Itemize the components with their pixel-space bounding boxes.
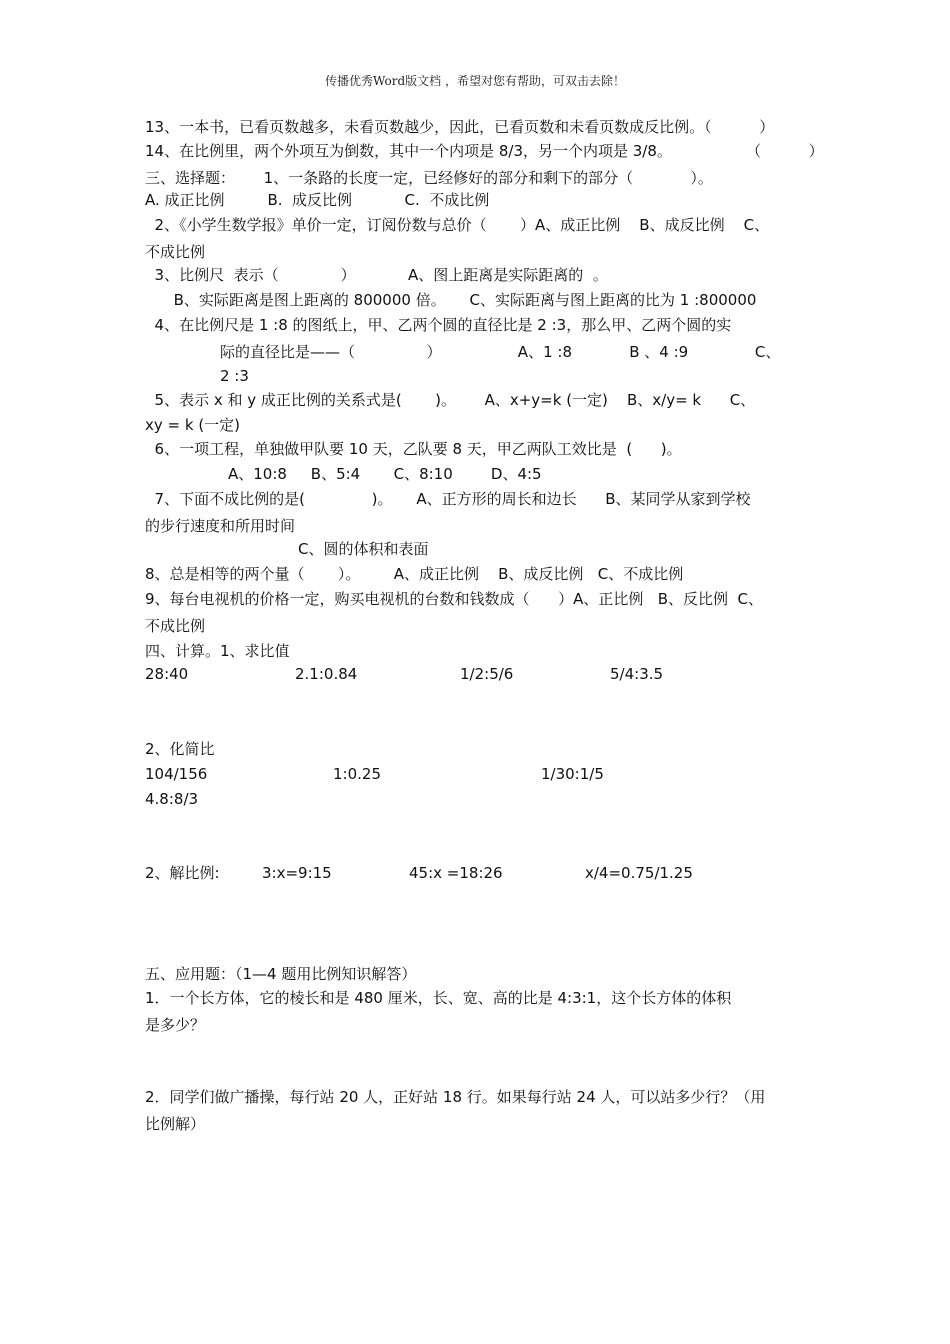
solve-label: 2、解比例: — [145, 864, 220, 882]
apply-p2-line2: 比例解） — [145, 1115, 206, 1133]
simplify-item: 1:0.25 — [333, 765, 381, 783]
choice-q4-line2: 际的直径比是——（ ） A、1 :8 B 、4 :9 C、 — [220, 343, 781, 361]
apply-p2-line1: 2．同学们做广播操，每行站 20 人，正好站 18 行。如果每行站 24 人，可以站多少行？（用 — [145, 1088, 766, 1106]
watermark-header: 传播优秀Word版文档 ，希望对您有帮助，可双击去除！ — [325, 74, 625, 88]
question-14: 14、在比例里，两个外项互为倒数，其中一个内项是 8/3，另一个内项是 3/8。 — [145, 142, 672, 160]
ratio-item: 5/4:3.5 — [610, 665, 664, 683]
choice-q7-line2: 的步行速度和所用时间 — [145, 517, 296, 535]
choice-q2-line1: 2、《小学生数学报》单价一定，订阅份数与总价（ ）A、成正比例 B、成反比例 C、 — [145, 216, 770, 234]
choice-q5-line2: xy = k (一定) — [145, 416, 241, 434]
ratio-item: 1/2:5/6 — [460, 665, 514, 683]
simplify-item: 4.8:8/3 — [145, 790, 199, 808]
simplify-title: 2、化简比 — [145, 740, 215, 758]
calc-section-title: 四、计算。1、求比值 — [145, 642, 290, 660]
ratio-item: 28:40 — [145, 665, 189, 683]
choice-q4-line1: 4、在比例尺是 1 :8 的图纸上，甲、乙两个圆的直径比是 2 :3，那么甲、乙两个圆的实 — [145, 316, 732, 334]
apply-p1-line1: 1．一个长方体，它的棱长和是 480 厘米，长、宽、高的比是 4:3:1，这个长方体的体积 — [145, 989, 732, 1007]
apply-p1-line2: 是多少？ — [145, 1016, 206, 1034]
ratio-item: 2.1:0.84 — [295, 665, 358, 683]
choice-q3-line2: B、实际距离是图上距离的 800000 倍。 C、实际距离与图上距离的比为 1 :800000 — [145, 291, 757, 309]
choice-q1-options: A. 成正比例 B. 成反比例 C. 不成比例 — [145, 191, 490, 209]
choice-q7-line1: 7、下面不成比例的是( )。 A、正方形的周长和边长 B、某同学从家到学校 — [145, 490, 751, 508]
choice-q6-options: A、10:8 B、5:4 C、8:10 D、4:5 — [228, 465, 542, 483]
choice-q6-line1: 6、一项工程，单独做甲队要 10 天，乙队要 8 天，甲乙两队工效比是 ( )。 — [145, 440, 682, 458]
choice-q9-line2: 不成比例 — [145, 617, 206, 635]
solve-item: 3:x=9:15 — [262, 864, 332, 882]
apply-section-title: 五、应用题：（1—4 题用比例知识解答） — [145, 965, 417, 983]
choice-q8: 8、总是相等的两个量（ ）。 A、成正比例 B、成反比例 C、不成比例 — [145, 565, 684, 583]
question-14-answer-paren: （ ） — [746, 142, 824, 160]
solve-item: x/4=0.75/1.25 — [585, 864, 693, 882]
solve-item: 45:x =18:26 — [409, 864, 503, 882]
choice-q3-line1: 3、比例尺 表示（ ） A、图上距离是实际距离的 。 — [145, 266, 608, 284]
choice-section-title: 三、选择题： 1、一条路的长度一定，已经修好的部分和剩下的部分（ ）。 — [145, 169, 713, 187]
simplify-item: 1/30:1/5 — [541, 765, 604, 783]
simplify-item: 104/156 — [145, 765, 208, 783]
question-13: 13、一本书，已看页数越多，未看页数越少，因此，已看页数和未看页数成反比例。（ ） — [145, 118, 775, 136]
choice-q5-line1: 5、表示 x 和 y 成正比例的关系式是( )。 A、x+y=k (一定) B、x/y= k C、 — [145, 391, 756, 409]
choice-q2-line2: 不成比例 — [145, 243, 206, 261]
choice-q9-line1: 9、每台电视机的价格一定，购买电视机的台数和钱数成（ ）A、正比例 B、反比例 C、 — [145, 590, 764, 608]
choice-q4-line3: 2 :3 — [220, 367, 249, 385]
choice-q7-line3: C、圆的体积和表面 — [298, 540, 429, 558]
